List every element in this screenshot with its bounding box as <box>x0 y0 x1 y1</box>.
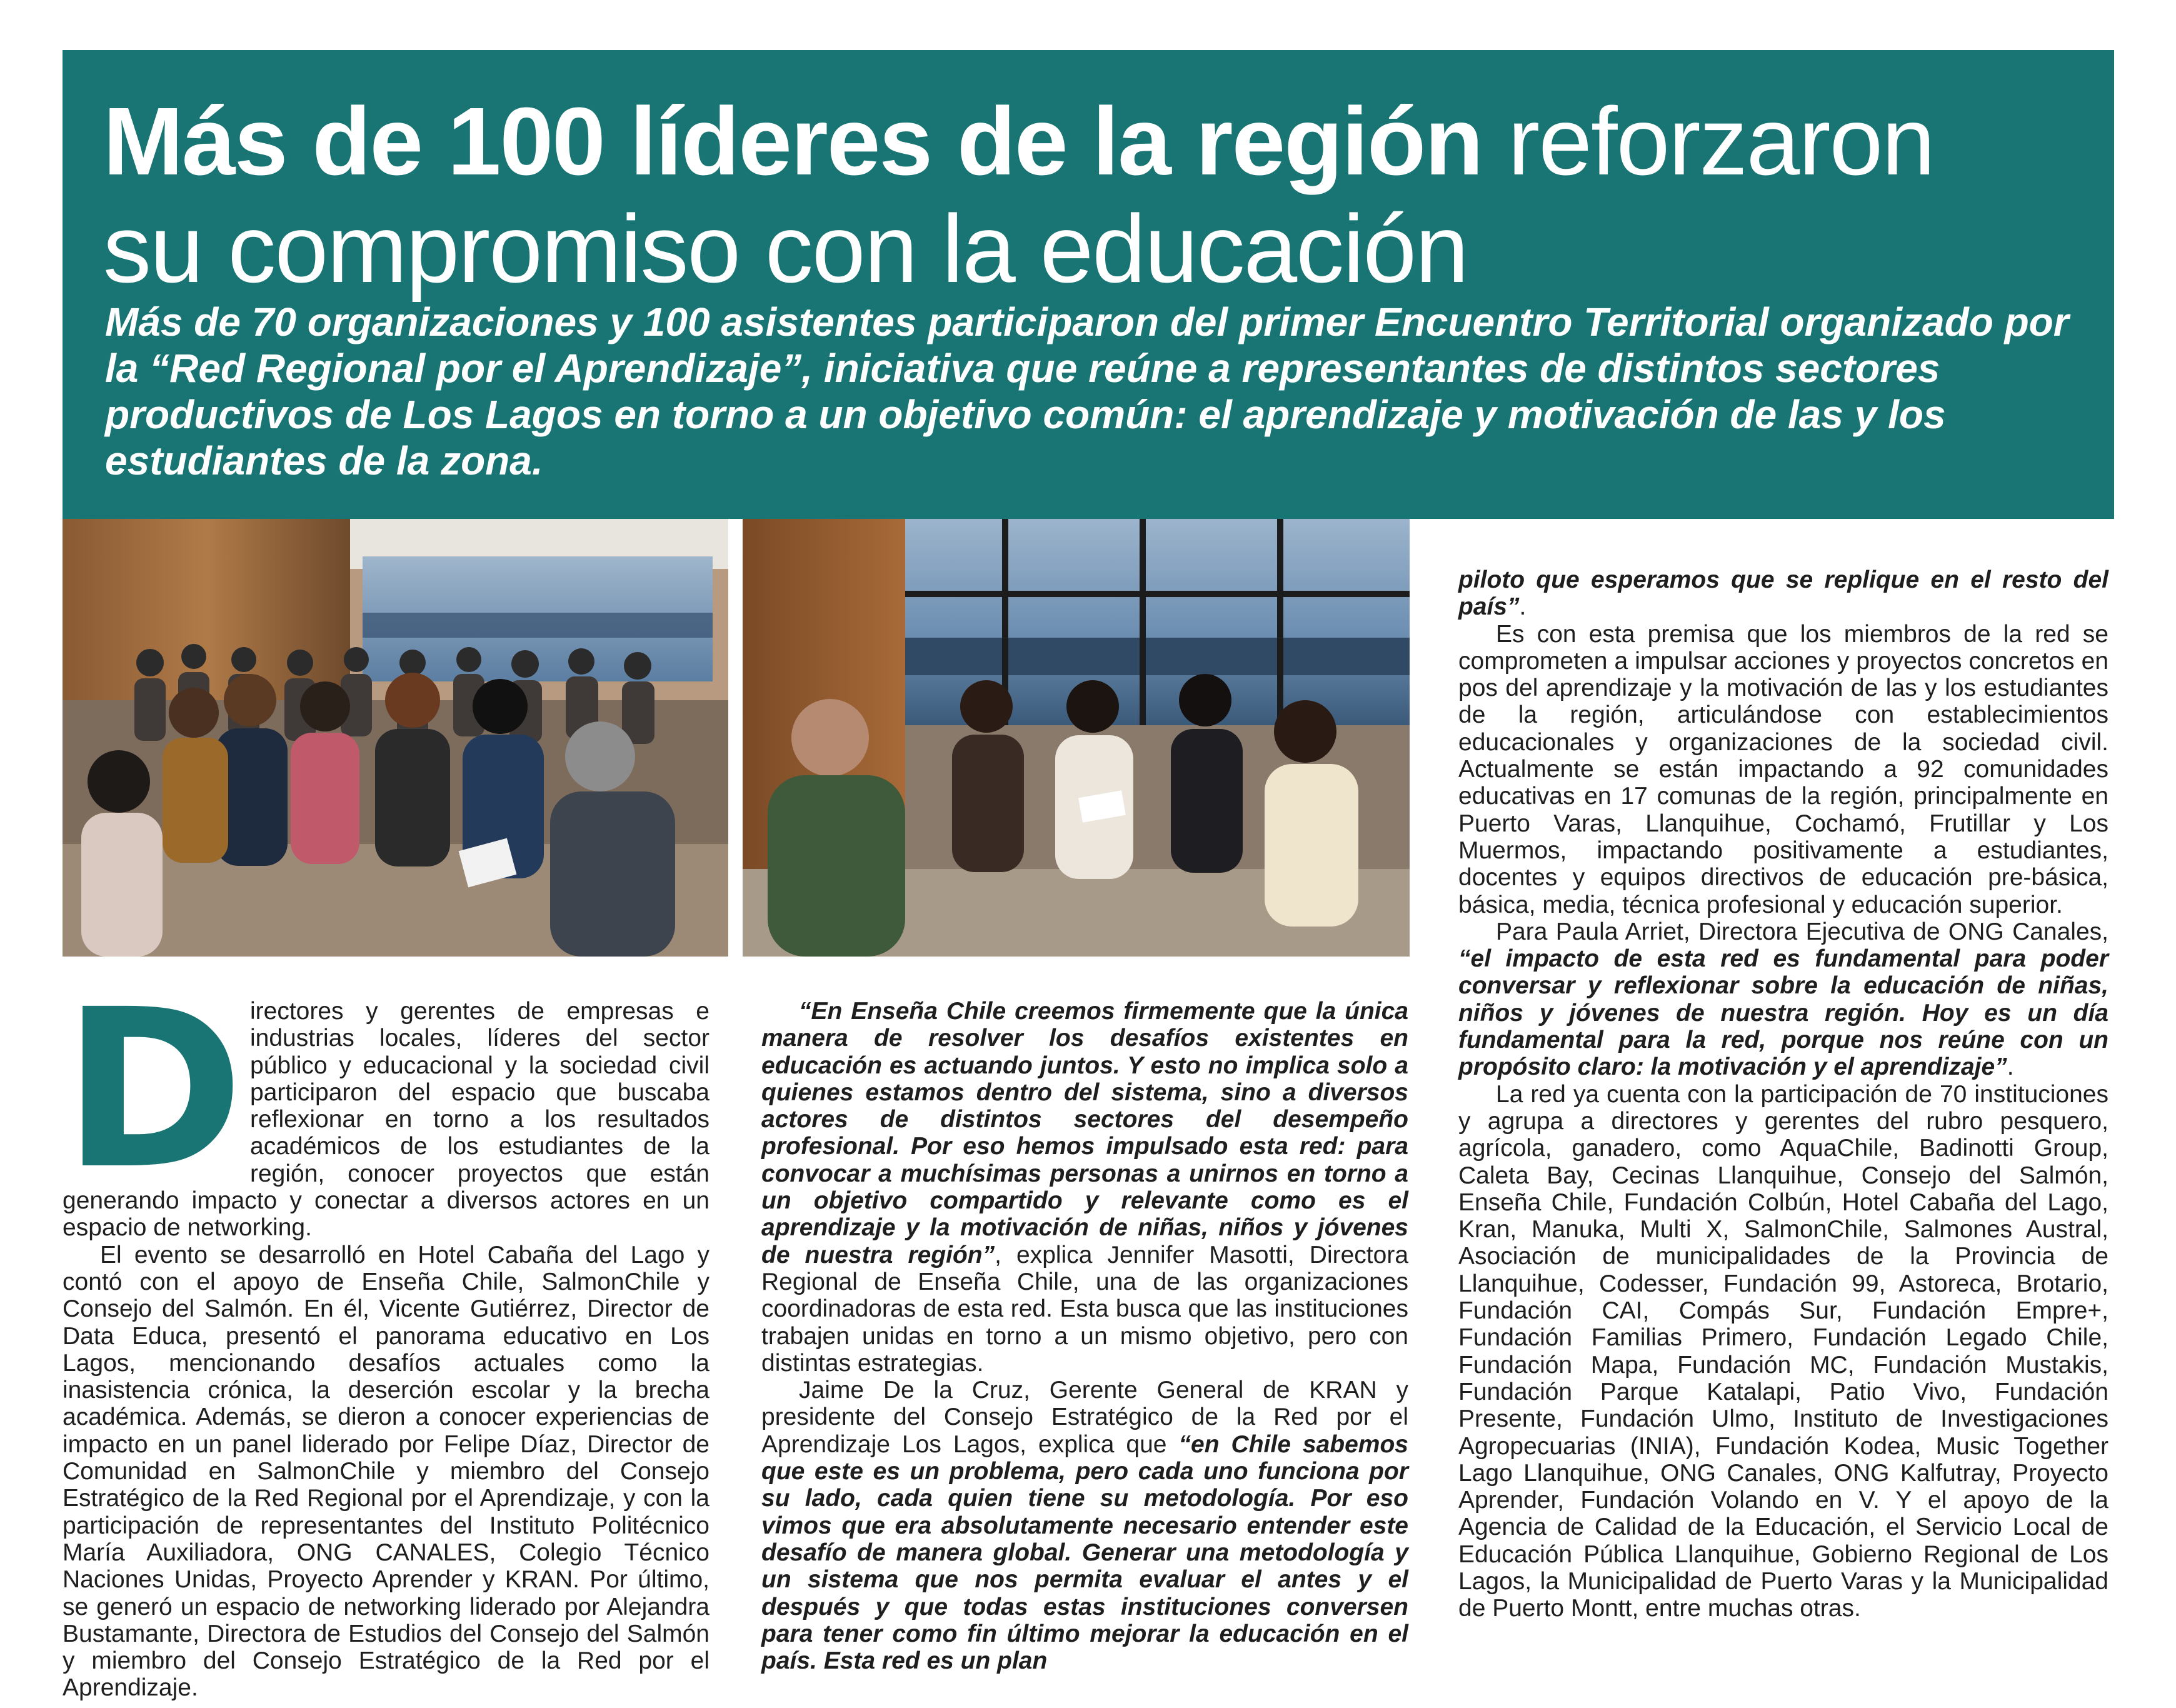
article-column-2 <box>761 998 1408 1674</box>
subheadline: Más de 70 organizaciones y 100 asistentes participaron del primer Encuentro Territorial organizado por la “Red Regional por el Aprendizaje”, iniciativa que reúne a representantes de distintos sectores productivos de Los Lagos en torno a un objetivo común: el aprendizaje y motivación de las y los estudiantes de la zona. <box>105 299 2069 483</box>
paragraph <box>761 1377 1408 1674</box>
photo-workshop-circle <box>63 519 728 957</box>
drop-cap: D <box>63 962 244 1217</box>
paragraph: El evento se desarrolló en Hotel Cabaña del Lago y contó con el apoyo de Enseña Chile, SalmonChile y Consejo del Salmón. En él, Vicente Gutiérrez, Director de Data Educa, presentó el panorama educativo en Los Lagos, mencionando desafíos actuales como la inasistencia crónica, la deserción escolar y la brecha académica. Además, se dieron a conocer experiencias de impacto en un panel liderado por Felipe Díaz, Director de Comunidad en SalmonChile y miembro del Consejo Estratégico de la Red Regional por el Aprendizaje, y con la participación de representantes del Instituto Politécnico María Auxiliadora, ONG CANALES, Colegio Técnico Naciones Unidas, Proyecto Aprender y KRAN. Por último, se generó un espacio de networking liderado por Alejandra Bustamante, Directora de Estudios del Consejo del Salmón y miembro del Consejo Estratégico de la Red por el Aprendizaje. <box>63 1241 709 1702</box>
paragraph: La red ya cuenta con la participación de 70 instituciones y agrupa a directores y gerentes del rubro pesquero, agrícola, ganadero, como AquaChile, Badinotti Group, Caleta Bay, Cecinas Llanquihue, Consejo del Salmón, Enseña Chile, Fundación Colbún, Hotel Cabaña del Lago, Kran, Manuka, Multi X, SalmonChile, Salmones Austral, Asociación de municipalidades de la Provincia de Llanquihue, Codesser, Fundación 99, Astoreca, Brotario, Fundación CAI, Compás Sur, Fundación Empre+, Fundación Familias Primero, Fundación Legado Chile, Fundación Mapa, Fundación MC, Fundación Mustakis, Fundación Parque Katalapi, Patio Vivo, Fundación Presente, Fundación Ulmo, Instituto de Investigaciones Agropecuarias (INIA), Fundación Kodea, Music Together Lago Llanquihue, ONG Canales, ONG Kalfutray, Proyecto Aprender, Fundación Volando en V. Y el apoyo de la Agencia de Calidad de la Educación, el Servicio Local de Educación Pública Llanquihue, Gobierno Regional de Los Lagos, la Municipalidad de Puerto Varas y la Municipalidad de Puerto Montt, entre muchas otras. <box>1458 1080 2108 1622</box>
paragraph <box>1458 918 2108 1081</box>
photo-group-by-window <box>743 519 1410 957</box>
article-column-3 <box>1458 566 2108 1622</box>
headline-light-2: su compromiso con la educación <box>103 195 1468 303</box>
quote-text: “En Enseña Chile creemos firmemente que la única manera de resolver los desafíos existentes en educación es actuando juntos. Y esto no implica solo a quienes estamos dentro del sistema, sino a diversos actores de distintos sectores del desempeño profesional. Por eso hemos impulsado esta red: para convocar a muchísimas personas a unirnos en torno a un objetivo compartido y relevante como es el aprendizaje y la motivación de niñas, niños y jóvenes de nuestra región” <box>761 998 1408 1268</box>
headline-bold: Más de 100 líderes de la región <box>103 88 1483 195</box>
paragraph-text: , explica Jennifer Masotti, Directora Regional de Enseña Chile, una de las organizaciones coordinadoras de esta red. Esta busca que las instituciones trabajen unidas en torno a un mismo objetivo, pero con distintas estrategias. <box>761 1241 1409 1377</box>
paragraph: Es con esta premisa que los miembros de la red se comprometen a impulsar acciones y proyectos concretos en pos del aprendizaje y la motivación de las y los estudiantes de la región, articulándose con establecimientos educacionales y organizaciones de la sociedad civil. Actualmente se están impactando a 92 comunidades educativas en 17 comunas de la región, principalmente en Puerto Varas, Llanquihue, Cochamó, Frutillar y Los Muermos, impactando positivamente a estudiantes, docentes y equipos directivos de educación pre-básica, básica, media, técnica profesional y educación superior. <box>1458 620 2108 918</box>
paragraph-text: . <box>2007 1053 2014 1081</box>
paragraph <box>761 998 1408 1377</box>
quote-text: “el impacto de esta red es fundamental para poder conversar y reflexionar sobre la educación de niñas, niños y jóvenes de nuestra región. Hoy es un día fundamental para la red, porque nos reúne con un propósito claro: la motivación y el aprendizaje” <box>1458 945 2108 1081</box>
paragraph-text: . <box>1519 593 1527 621</box>
quote-text: “en Chile sabemos que este es un problema, pero cada uno funciona por su lado, cada quien tiene su metodología. Por eso vimos que era absolutamente necesario entender este desafío de manera global. Generar una metodología y un sistema que nos permita evaluar el antes y el después y que todas estas instituciones conversen para tener como fin último mejorar la educación en el país. Esta red es un plan <box>761 1430 1408 1675</box>
article-column-1 <box>63 962 709 1702</box>
paragraph-text: Para Paula Arriet, Directora Ejecutiva de ONG Canales, <box>1496 918 2108 945</box>
paragraph: irectores y gerentes de empresas e industrias locales, líderes del sector público y educacional y la sociedad civil participaron del espacio que buscaba reflexionar en torno a los resultados académicos de los estudiantes de la región, conocer proyectos que están generando impacto y conectar a diversos actores en un espacio de networking. <box>63 998 709 1242</box>
headline-light-1: reforzaron <box>1482 88 1934 195</box>
paragraph <box>1458 566 2108 621</box>
headline <box>103 88 2091 303</box>
quote-text: piloto que esperamos que se replique en el resto del país” <box>1458 566 2108 621</box>
paragraph-text: Jaime De la Cruz, Gerente General de KRAN y presidente del Consejo Estratégico de la Red por el Aprendizaje Los Lagos, explica que <box>761 1377 1408 1458</box>
